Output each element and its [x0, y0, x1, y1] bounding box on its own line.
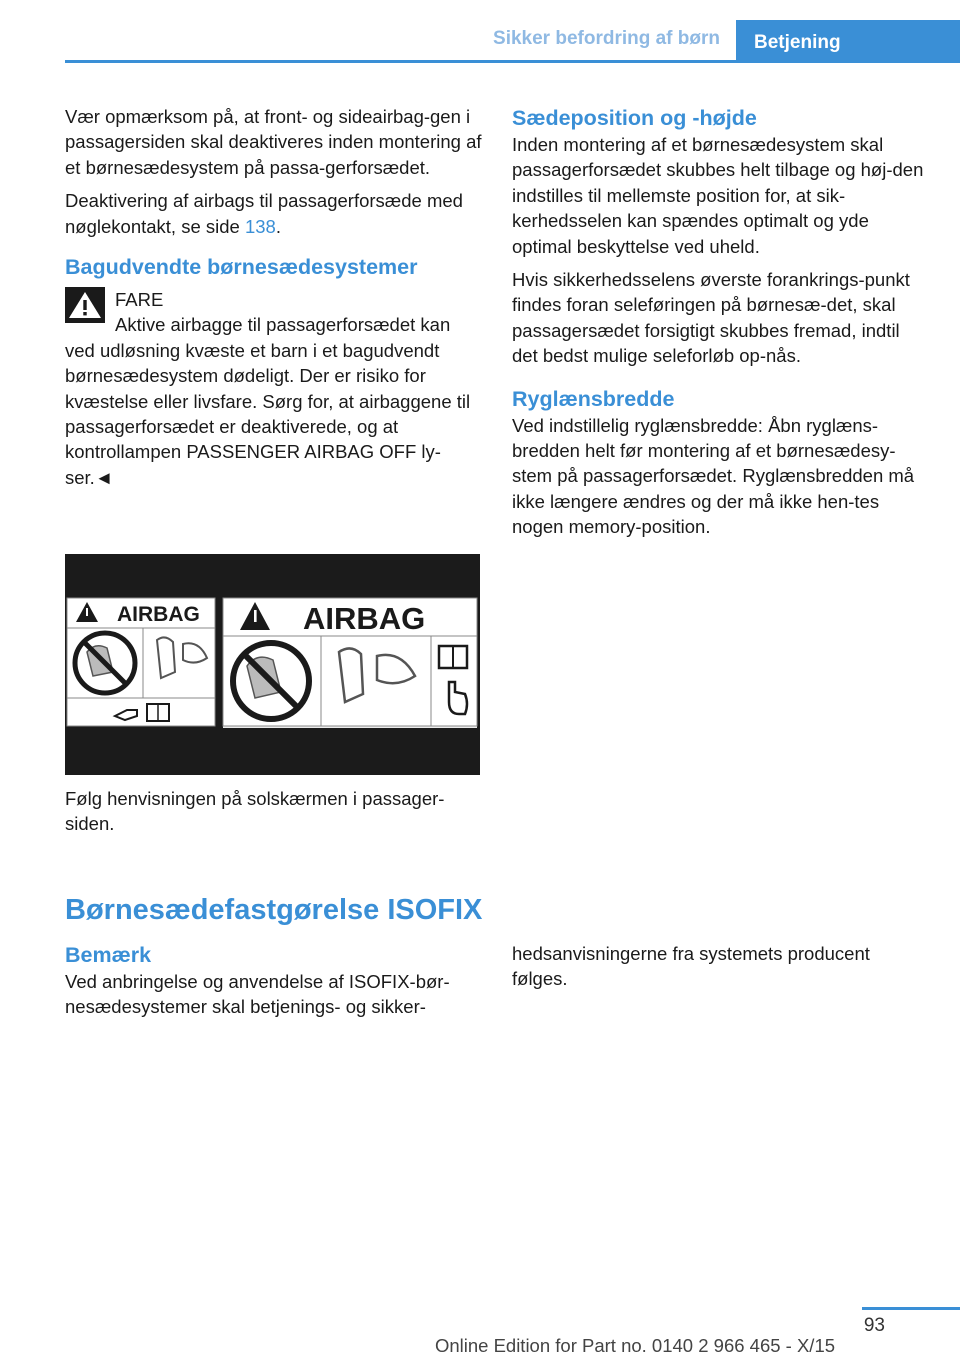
warning-title: FARE	[115, 289, 164, 311]
heading-note: Bemærk	[65, 943, 152, 967]
page-number: 93	[863, 1315, 885, 1336]
isofix-right	[512, 941, 930, 1000]
warning-triangle-icon	[65, 287, 105, 323]
airbag-label-large-text: AIRBAG	[303, 601, 426, 636]
airbag-sunvisor-label-image	[65, 554, 480, 775]
image-caption: Følg henvisningen på solskærmen i passager-siden.	[65, 788, 445, 835]
footer-edition-note: Online Edition for Part no. 0140 2 966 465 - X/15	[434, 1335, 836, 1356]
seat-position-text-1: Inden montering af et børnesædesystem skal passagerforsædet skubbes helt tilbage og høj-den indstilles til mellemste position for, at sik-kerhedsselen kan spændes optimalt og yde optimal beskyttelse ved uheld.	[512, 134, 924, 257]
page-link-138[interactable]: 138	[244, 215, 276, 237]
right-column	[512, 104, 930, 548]
isofix-note-text-left: Ved anbringelse og anvendelse af ISOFIX-bør-nesædesystemer skal betjenings- og sikker-	[65, 971, 450, 1018]
deactivation-reference: Deaktivering af airbags til passagerforsæde med nøglekontakt, se side 138.	[65, 190, 463, 237]
danger-warning	[65, 287, 483, 490]
footer-rule	[862, 1307, 960, 1310]
heading-backrest-width: Ryglænsbredde	[512, 386, 675, 411]
heading-rear-facing: Bagudvendte børnesædesystemer	[65, 255, 418, 280]
isofix-left	[65, 941, 483, 1028]
small-airbag-label	[67, 598, 215, 726]
heading-seat-position: Sædeposition og -højde	[512, 106, 757, 130]
heading-isofix: Børnesædefastgørelse ISOFIX	[65, 894, 483, 926]
seat-position-text-2: Hvis sikkerhedsselens øverste forankrings-punkt findes foran seleføringen på børnesæ-det, skal passagersædet forsigtigt skubbes fremad, indtil det bedst mulige seleforløb op-nås.	[512, 269, 910, 367]
airbag-label-small-text: AIRBAG	[117, 603, 200, 626]
backrest-width-text: Ved indstillelig ryglænsbredde: Åbn ryglæns-bredden helt før montering af et børnesædesy-stem på passagerforsædet. Ryglænsbredden må ikke længere ændres og der må ikke hen-tes nogen memory-position.	[512, 414, 915, 538]
airbag-deactivation-text: Vær opmærksom på, at front- og sideairbag-gen i passagersiden skal deaktiveres inden montering af et børnesædesystem på passa-gerforsædet.	[65, 106, 482, 178]
header-section-title: Sikker befordring af børn	[493, 28, 720, 49]
left-column	[65, 104, 483, 490]
large-airbag-label	[223, 598, 477, 728]
warning-text: Aktive airbagge til passagerforsædet kan ved udløsning kvæste et barn i et bagudvendt børnesædesystem dødeligt. Der er risiko for kvæstelse eller livsfare. Sørg for, at airbaggene til passagerforsædet er deaktiverede, og at kontrollampen PASSENGER AIRBAG OFF ly-ser.◄	[65, 314, 471, 488]
isofix-note-text-right: hedsanvisningerne fra systemets producent følges.	[512, 943, 870, 990]
header-rule	[65, 60, 960, 63]
header-chapter-tab[interactable]: Betjening	[736, 20, 960, 63]
